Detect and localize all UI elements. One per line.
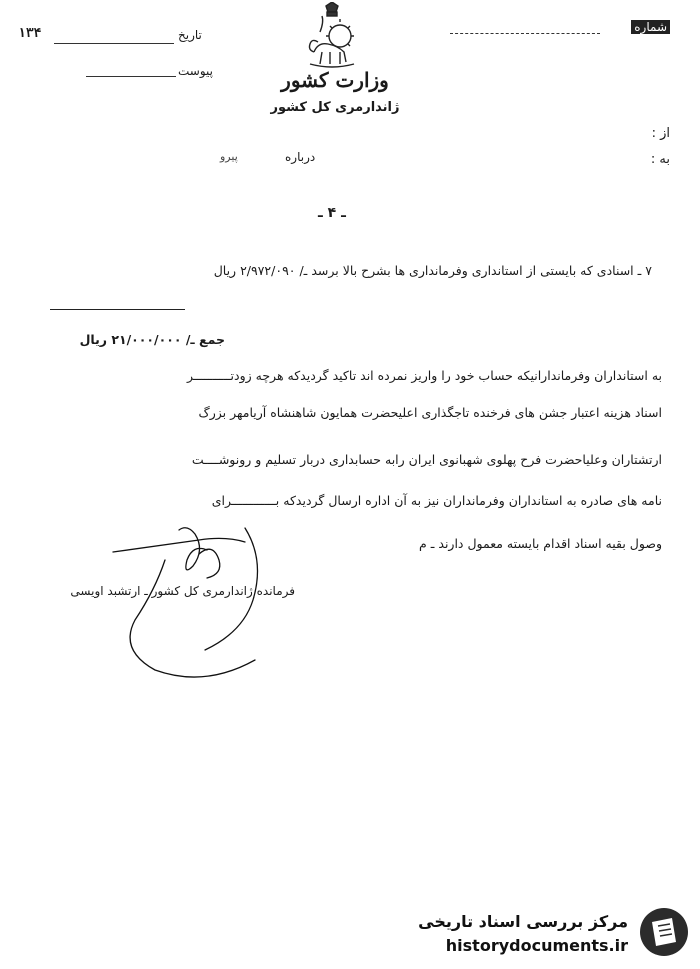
number-label: شماره <box>631 20 670 34</box>
archive-logo-icon <box>638 906 690 958</box>
body-line: اسناد هزینه اعتبار جشن های فرخنده تاجگذاری اعلیحضرت همایون شاهنشاه آریامهر بزرگ <box>198 405 662 420</box>
date-label: تاریخ <box>178 28 202 42</box>
from-label: از : <box>651 126 670 141</box>
watermark-url: historydocuments.ir <box>445 936 628 955</box>
number-underline <box>450 33 600 34</box>
total-line: جمع ـ/ ۲۱/۰۰۰/۰۰۰ ریال <box>79 332 225 347</box>
body-line: ارتشتاران وعلیاحضرت فرح پهلوی شهبانوی ایران رابه حسابداری دربار تسلیم و رونوشــــت <box>191 452 662 467</box>
body-line: به استانداران وفرماندارانیکه حساب خود را واریز نمرده اند تاکید گردیدکه هرچه زودتــــــــــر <box>187 368 662 383</box>
subject-value: پیرو <box>220 150 238 163</box>
attachment-underline <box>86 76 176 77</box>
sum-rule <box>50 309 185 310</box>
item-7-line: ۷ ـ اسنادی که بایستی از استانداری وفرمانداری ها بشرح بالا برسد ـ/ ۲/۹۷۲/۰۹۰ ریال <box>213 263 652 278</box>
to-label: به : <box>650 152 670 167</box>
number-block <box>450 20 670 40</box>
body-line: نامه های صادره به استانداران وفرمانداران نیز به آن اداره ارسال گردیدکه بــــــــــــرای <box>211 493 662 508</box>
department-title: ژاندارمری کل کشور <box>270 100 400 115</box>
date-underline <box>54 43 174 44</box>
body-line: وصول بقیه اسناد اقدام بایسته معمول دارند ـ م <box>419 536 662 551</box>
ministry-title: وزارت کشور <box>281 68 389 92</box>
page-number: ـ ۴ ـ <box>318 205 346 221</box>
signatory-line: فرمانده ژاندارمری کل کشور ـ ارتشبد اویسی <box>70 584 295 598</box>
handwritten-signature <box>95 520 325 690</box>
archive-watermark <box>418 906 690 962</box>
date-value: ۱۳۴ <box>18 26 42 41</box>
attachment-label: پیوست <box>178 64 213 78</box>
date-attachment-block <box>18 24 218 84</box>
watermark-title: مرکز بررسی اسناد تاریخی <box>418 912 628 931</box>
subject-label: درباره <box>285 150 316 164</box>
lion-and-sun-emblem-icon <box>300 2 364 72</box>
